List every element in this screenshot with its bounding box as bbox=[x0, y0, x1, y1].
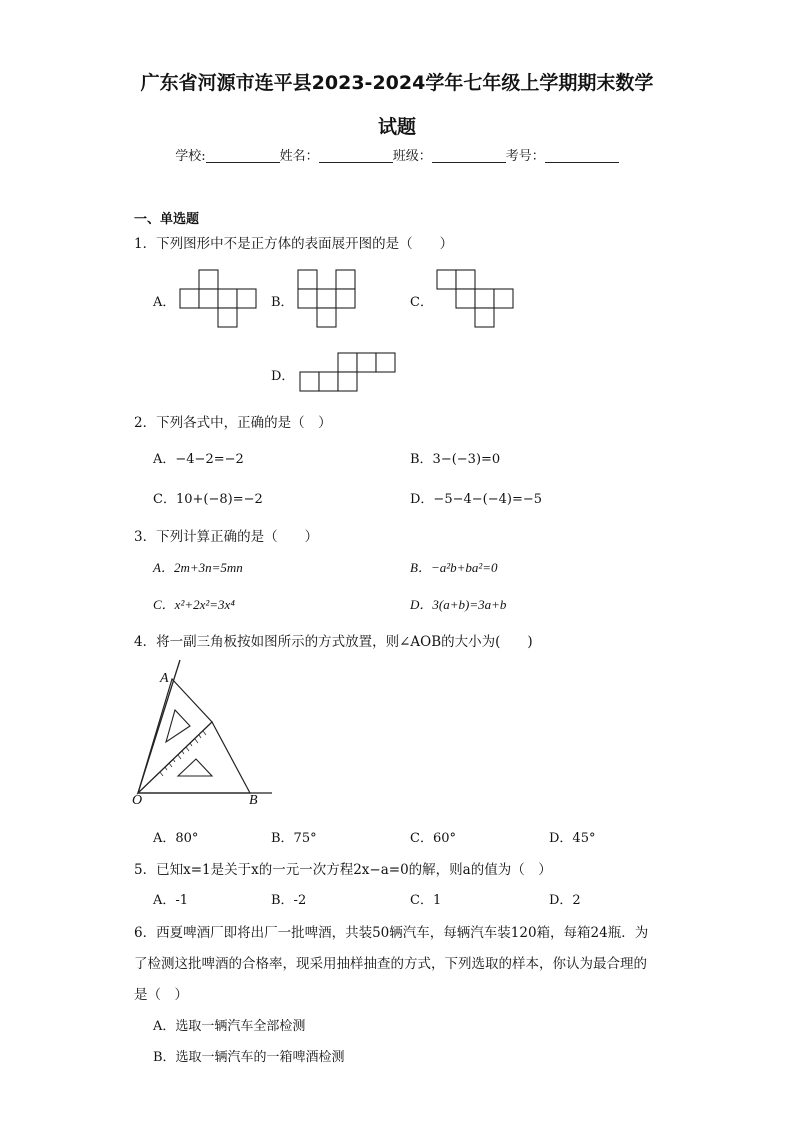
q4-option-a: A．80° bbox=[153, 831, 199, 846]
q5-option-b: B．-2 bbox=[271, 893, 307, 908]
q1-option-d-label: D． bbox=[271, 369, 295, 384]
exam-no-label: 考号： bbox=[505, 149, 545, 164]
q2-option-b: B．3−(−3)=0 bbox=[410, 452, 501, 467]
school-label: 学校: bbox=[175, 149, 206, 164]
q4-stem: 4．将一副三角板按如图所示的方式放置，则∠AOB的大小为( ) bbox=[134, 634, 533, 650]
q4-label-a: A bbox=[160, 671, 169, 686]
q3-option-d: D．3(a+b)=3a+b bbox=[410, 597, 507, 612]
name-blank[interactable] bbox=[319, 148, 393, 163]
q4-option-c: C．60° bbox=[410, 831, 456, 846]
q5-stem: 5．已知x=1是关于x的一元一次方程2x−a=0的解，则a的值为（ ） bbox=[134, 862, 552, 878]
q4-label-b: B bbox=[249, 793, 258, 808]
exam-no-blank[interactable] bbox=[545, 148, 619, 163]
q1-stem: 1．下列图形中不是正方体的表面展开图的是（ ） bbox=[134, 236, 454, 252]
q4-option-d: D．45° bbox=[549, 831, 596, 846]
q4-option-b: B．75° bbox=[271, 831, 317, 846]
q2-stem: 2．下列各式中，正确的是（ ） bbox=[134, 415, 332, 431]
class-blank[interactable] bbox=[432, 148, 506, 163]
page-title-line2: 试题 bbox=[377, 116, 416, 138]
name-label: 姓名： bbox=[279, 149, 319, 164]
class-label: 班级： bbox=[392, 149, 432, 164]
q4-triangle-figure bbox=[0, 0, 1, 1]
section-heading: 一、单选题 bbox=[134, 212, 200, 227]
q5-option-c: C．1 bbox=[410, 893, 442, 908]
q2-option-a: A．−4−2=−2 bbox=[153, 452, 244, 467]
school-blank[interactable] bbox=[206, 148, 280, 163]
q6-option-a: A．选取一辆汽车全部检测 bbox=[153, 1019, 306, 1034]
q3-option-a: A．2m+3n=5mn bbox=[153, 560, 243, 575]
q1-option-c-label: C． bbox=[410, 295, 433, 310]
q4-label-o: O bbox=[132, 793, 143, 808]
q6-stem-line3: 是（ ） bbox=[134, 987, 188, 1003]
q5-option-a: A．-1 bbox=[153, 893, 189, 908]
q3-option-b: B．−a²b+ba²=0 bbox=[410, 560, 498, 575]
q3-stem: 3．下列计算正确的是（ ） bbox=[134, 529, 319, 545]
q1-option-b-label: B． bbox=[271, 295, 294, 310]
q5-option-d: D．2 bbox=[549, 893, 581, 908]
q6-stem-line2: 了检测这批啤酒的合格率，现采用抽样抽查的方式，下列选取的样本，你认为最合理的 bbox=[134, 956, 647, 972]
q3-option-c: C．x²+2x²=3x⁴ bbox=[153, 597, 235, 612]
page-title: 广东省河源市连平县2023-2024学年七年级上学期期末数学 bbox=[140, 72, 654, 94]
q2-option-c: C．10+(−8)=−2 bbox=[153, 492, 263, 507]
q2-option-d: D．−5−4−(−4)=−5 bbox=[410, 492, 543, 507]
q6-option-b: B．选取一辆汽车的一箱啤酒检测 bbox=[153, 1050, 345, 1065]
student-info bbox=[0, 145, 794, 164]
q1-option-a-label: A． bbox=[153, 295, 176, 310]
q6-stem-line1: 6．西夏啤酒厂即将出厂一批啤酒，共装50辆汽车，每辆汽车装120箱，每箱24瓶．为 bbox=[134, 925, 649, 941]
